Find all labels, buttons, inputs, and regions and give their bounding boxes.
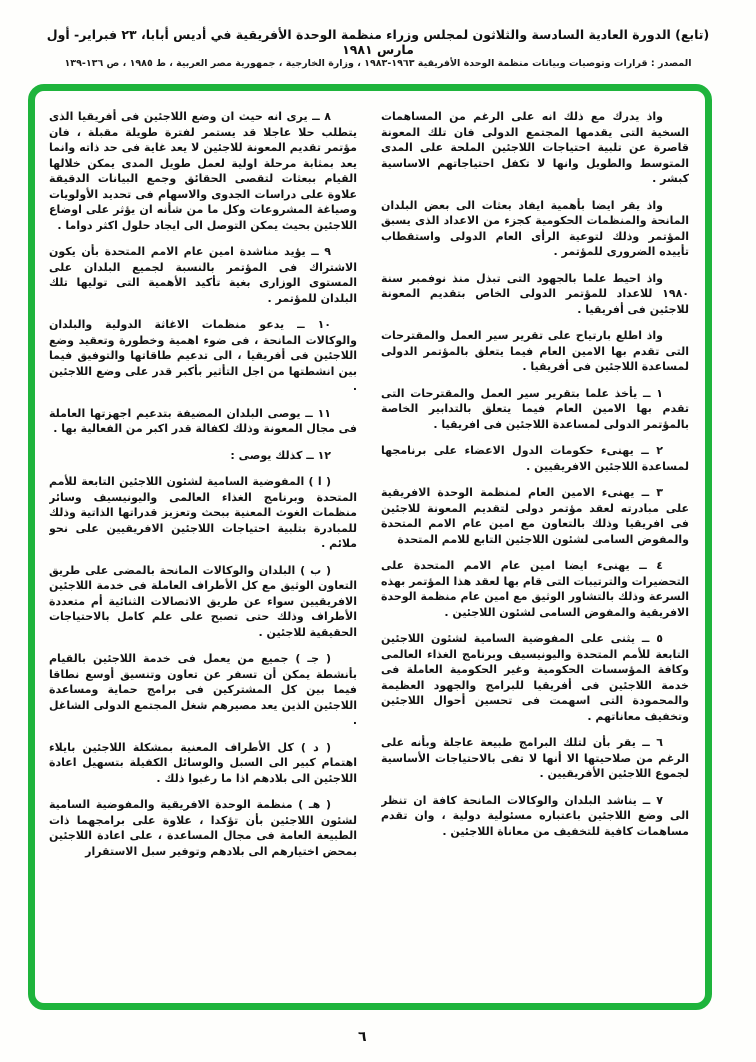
resolution-item-8: ٨ ــ يرى انه حيث ان وضع اللاجئين فى أفريقيا الذى يتطلب حلا عاجلا قد يستمر لفترة طويلة مقبلة ، فان مؤتمر تقديم المعونة للاجئين لا يعد غاية فى حد ذاته وانما يعد بمثابة مرحلة اولية لعمل طويل المدى يمكن خلالها القيام ببعثات لتقصى الحقائق وجمع البيانات الدقيقة علاوة على دراسات الجدوى والاسهام فى تحديد الأولويات وصياغة المشروعات وكل ما من شأنه ان يؤثر على اوضاع اللاجئين بحيث يمكن التوصل الى ايجاد حلول اكثر دواما . xyxy=(49,110,357,232)
resolution-item-5: ٥ ــ يثنى على المفوضية السامية لشئون اللاجئين التابعة للأمم المتحدة واليونيسيف وبرنامج الغذاء العالمى وكافة المؤسسات الحكومية وغير الحكومية العاملة فى خدمة اللاجئين فى أفريقيا للبرامج والجهود العظيمة والمحمودة التى اسهمت فى تحسين أحوال اللاجئين وتخفيف معاناتهم . xyxy=(381,632,689,723)
preamble-paragraph: واذ يدرك مع ذلك انه على الرغم من المساهمات السخية التى يقدمها المجتمع الدولى فان تلك المعونة قاصرة عن تلبية احتياجات اللاجئين الملحة على المدى المتوسط والطويل وانها لا تكفل احتياجاتهم الاساسية كبشر . xyxy=(381,110,689,185)
resolution-item-9: ٩ ــ يؤيد مناشدة امين عام الامم المتحدة بأن يكون الاشتراك فى المؤتمر بالنسبة لجميع البلدان على المستوى الوزارى بغية تأكيد الأهمية التى توليها تلك البلدان للمؤتمر . xyxy=(49,245,357,305)
resolution-item-7: ٧ ــ يناشد البلدان والوكالات المانحة كافة ان تنظر الى وضع اللاجئين باعتباره مسئولية دولية ، وان تقدم مساهمات كافية للتخفيف من معاناة اللاجئين . xyxy=(381,793,689,838)
subitem-baa: ( ب ) البلدان والوكالات المانحة بالمضى على طريق التعاون الوثيق مع كل الأطراف العاملة فى خدمة اللاجئين الافريقيين سواء عن طريق الاتصالات الثنائية أم متعددة الأطراف وذلك حتى تصبح على علم كامل بالاحتياجات الحقيقية للاجئين . xyxy=(49,563,357,639)
page-number: ٦ xyxy=(358,1029,367,1045)
resolution-item-11: ١١ ــ يوصى البلدان المضيفة بتدعيم اجهزتها العاملة فى مجال المعونة وذلك لكفالة قدر اكبر من الفعالية بها . xyxy=(49,406,357,435)
column-right xyxy=(381,109,689,995)
resolution-item-12: ١٢ ــ كذلك يوصى : xyxy=(230,448,331,462)
highlighted-resolution-box xyxy=(28,84,712,1010)
subitem-dal: ( د ) كل الأطراف المعنية بمشكلة اللاجئين بايلاء اهتمام كبير الى السبل والوسائل الكفيلة بتسهيل اعادة اللاجئين الى بلادهم اذا ما رغبوا ذلك . xyxy=(49,740,357,785)
preamble-paragraph: واذ احيط علما بالجهود التى تبذل منذ نوفمبر سنة ١٩٨٠ للاعداد للمؤتمر الدولى الخاص بتقديم المعونة للاجئين فى أفريقيا . xyxy=(381,271,689,316)
resolution-item-1: ١ ــ يأخذ علما بتقرير سير العمل والمقترحات التى تقدم بها الامين العام فيما يتعلق بالتدابير الخاصة بالمؤتمر الدولى لمساعدة اللاجئين فى افريقيا . xyxy=(381,386,689,431)
preamble-paragraph: واذ يقر ايضا بأهمية ايفاد بعثات الى بعض البلدان المانحة والمنظمات الحكومية كجزء من الاعداد الذى يسبق المؤتمر وذلك لتوعية الرأى العام الدولى واستقطاب تأييده الضرورى للمؤتمر . xyxy=(381,198,689,258)
subitem-jeem: ( جـ ) جميع من يعمل فى خدمة اللاجئين بالقيام بأنشطة يمكن أن تسفر عن تعاون وتنسيق أوسع نطاقا فيما بين كل المشتركين فى برامج حماية ومساعدة اللاجئين الذين يعد مصيرهم شغل المجتمع الدولى الشاغل . xyxy=(49,652,357,727)
resolution-item-2: ٢ ــ يهنىء حكومات الدول الاعضاء على برنامجها لمساعدة اللاجئين الافريقيين . xyxy=(381,444,689,473)
resolution-item-6: ٦ ــ يقر بأن لتلك البرامج طبيعة عاجلة وبأنه على الرغم من صلاحيتها الا أنها لا تفى بالاحتياجات الأساسية لجموع اللاجئين الأفريقيين . xyxy=(381,736,689,780)
resolution-item-4: ٤ ــ يهنىء ايضا امين عام الامم المتحدة على التحضيرات والترتيبات التى قام بها لعقد هذا المؤتمر بهذه السرعة وذلك بالتشاور الوثيق مع امين عام منظمة الوحدة الافريقية والمفوض السامى لشئون اللاجئين . xyxy=(381,559,689,619)
session-title: (تابع) الدورة العادية السادسة والثلاثون لمجلس وزراء منظمة الوحدة الأفريقية في أديس أبابا، ٢٣ فبراير- أول مارس ١٩٨١ xyxy=(46,27,710,57)
subitem-haa: ( هـ ) منظمة الوحدة الافريقية والمفوضية السامية لشئون اللاجئين بأن تؤكدا ، علاوة على برامجهما ذات الطبيعة العامة فى مجال المساعدة ، على اعادة اللاجئين بمحض اختيارهم الى بلادهم وتوفير سبل الاستقرار xyxy=(49,798,357,858)
resolution-item-10: ١٠ ــ يدعو منظمات الاغاثة الدولية والبلدان والوكالات المانحة ، فى ضوء اهمية وخطورة وتعقيد وضع اللاجئين فى أفريقيا ، الى تدعيم طاقاتها والتوفيق فيما بين انشطتها من اجل التأثير بأكبر قدر على وضع اللاجئين . xyxy=(49,318,357,393)
subitem-alef: ( ا ) المفوضية السامية لشئون اللاجئين التابعة للأمم المتحدة وبرنامج الغذاء العالمى واليونيسيف وسائر منظمات الغوث المعنية ببحث وتعزيز قدراتها الذاتية وذلك للمبادرة بتلبية احتياجات اللاجئين الافريقيين على نحو ملائم . xyxy=(49,475,357,550)
source-citation: المصدر : قرارات وتوصيات وبيانات منظمة الوحدة الأفريقية ١٩٦٣-١٩٨٣ ، وزارة الخارجية ، جمهورية مصر العربية ، ط ١٩٨٥ ، ص ١٣٦-١٣٩ xyxy=(64,58,692,69)
column-left xyxy=(49,109,357,995)
resolution-item-3: ٣ ــ يهنىء الامين العام لمنظمة الوحدة الافريقية على مبادرته لعقد مؤتمر دولى لتقديم المعونة للاجئين فى افريقيا وذلك بالتعاون مع امين عام الامم المتحدة والمفوض السامى لشئون اللاجئين التابع للامم المتحدة xyxy=(381,486,689,546)
preamble-paragraph: واذ اطلع بارتياح على تقرير سير العمل والمقترحات التى تقدم بها الامين العام فيما يتعلق بالمؤتمر الدولى لمساعدة اللاجئين فى أفريقيا . xyxy=(381,329,689,373)
